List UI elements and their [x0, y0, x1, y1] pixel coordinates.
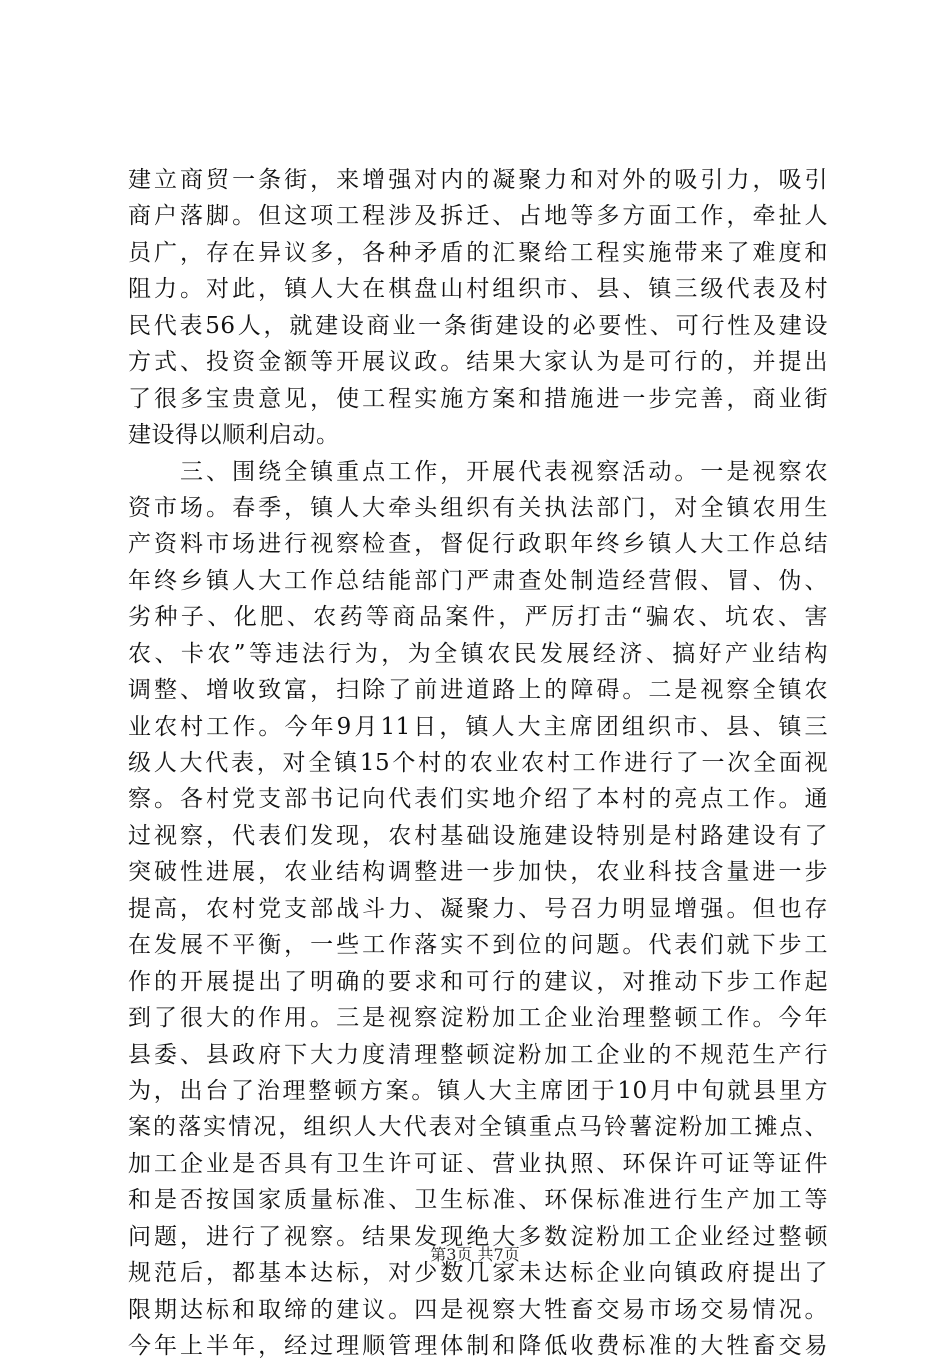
text-line: 在发展不平衡，一些工作落实不到位的问题。代表们就下步工: [128, 932, 828, 959]
text-line: 察。各村党支部书记向代表们实地介绍了本村的亮点工作。通: [128, 786, 828, 813]
text-line: 产资料市场进行视察检查，督促行政职年终乡镇人大工作总结: [128, 531, 828, 558]
text-line: 年终乡镇人大工作总结能部门严肃查处制造经营假、冒、伪、: [128, 567, 828, 594]
text-line: 到了很大的作用。三是视察淀粉加工企业治理整顿工作。今年: [128, 1005, 828, 1032]
text-line: 商户落脚。但这项工程涉及拆迁、占地等多方面工作，牵扯人: [128, 203, 828, 230]
text-line: 阻力。对此，镇人大在棋盘山村组织市、县、镇三级代表及村: [128, 276, 828, 303]
text-line: 突破性进展，农业结构调整进一步加快，农业科技含量进一步: [128, 859, 828, 886]
text-line: 限期达标和取缔的建议。四是视察大牲畜交易市场交易情况。: [128, 1296, 828, 1323]
text-line: 今年上半年，经过理顺管理体制和降低收费标准的大牲畜交易: [128, 1333, 828, 1359]
text-line: 农、卡农”等违法行为，为全镇农民发展经济、搞好产业结构: [128, 640, 828, 667]
text-line: 业农村工作。今年9月11日，镇人大主席团组织市、县、镇三: [128, 713, 828, 740]
text-line: 规范后，都基本达标，对少数几家未达标企业向镇政府提出了: [128, 1260, 828, 1287]
text-line: 级人大代表，对全镇15个村的农业农村工作进行了一次全面视: [128, 750, 828, 776]
text-line: 问题，进行了视察。结果发现绝大多数淀粉加工企业经过整顿: [128, 1223, 828, 1250]
text-line: 民代表56人，就建设商业一条街建设的必要性、可行性及建设: [128, 312, 828, 339]
text-line: 资市场。春季，镇人大牵头组织有关执法部门，对全镇农用生: [128, 494, 828, 521]
text-line: 县委、县政府下大力度清理整顿淀粉加工企业的不规范生产行: [128, 1041, 828, 1068]
text-line: 了很多宝贵意见，使工程实施方案和措施进一步完善，商业街: [128, 385, 828, 412]
page-footer: [0, 1245, 950, 1265]
text-line: 加工企业是否具有卫生许可证、营业执照、环保许可证等证件: [128, 1150, 828, 1177]
text-line: 案的落实情况，组织人大代表对全镇重点马铃薯淀粉加工摊点、: [128, 1114, 828, 1141]
text-line: 为，出台了治理整顿方案。镇人大主席团于10月中旬就县里方: [128, 1077, 828, 1104]
text-line: 提高，农村党支部战斗力、凝聚力、号召力明显增强。但也存: [128, 895, 828, 922]
text-line: 和是否按国家质量标准、卫生标准、环保标准进行生产加工等: [128, 1187, 828, 1214]
text-line: 建立商贸一条街，来增强对内的凝聚力和对外的吸引力，吸引: [128, 167, 828, 193]
page-number: 第3页 共7页: [430, 1245, 520, 1264]
text-line: 三、围绕全镇重点工作，开展代表视察活动。一是视察农: [128, 458, 828, 485]
text-line: 建设得以顺利启动。: [128, 422, 340, 449]
text-line: 劣种子、化肥、农药等商品案件，严厉打击“骗农、坑农、害: [128, 604, 828, 631]
text-line: 作的开展提出了明确的要求和可行的建议，对推动下步工作起: [128, 968, 828, 995]
text-line: 过视察，代表们发现，农村基础设施建设特别是村路建设有了: [128, 822, 828, 849]
body-text: [128, 162, 828, 1364]
text-line: 调整、增收致富，扫除了前进道路上的障碍。二是视察全镇农: [128, 677, 828, 704]
text-line: 方式、投资金额等开展议政。结果大家认为是可行的，并提出: [128, 349, 828, 376]
text-line: 员广，存在异议多，各种矛盾的汇聚给工程实施带来了难度和: [128, 239, 828, 266]
